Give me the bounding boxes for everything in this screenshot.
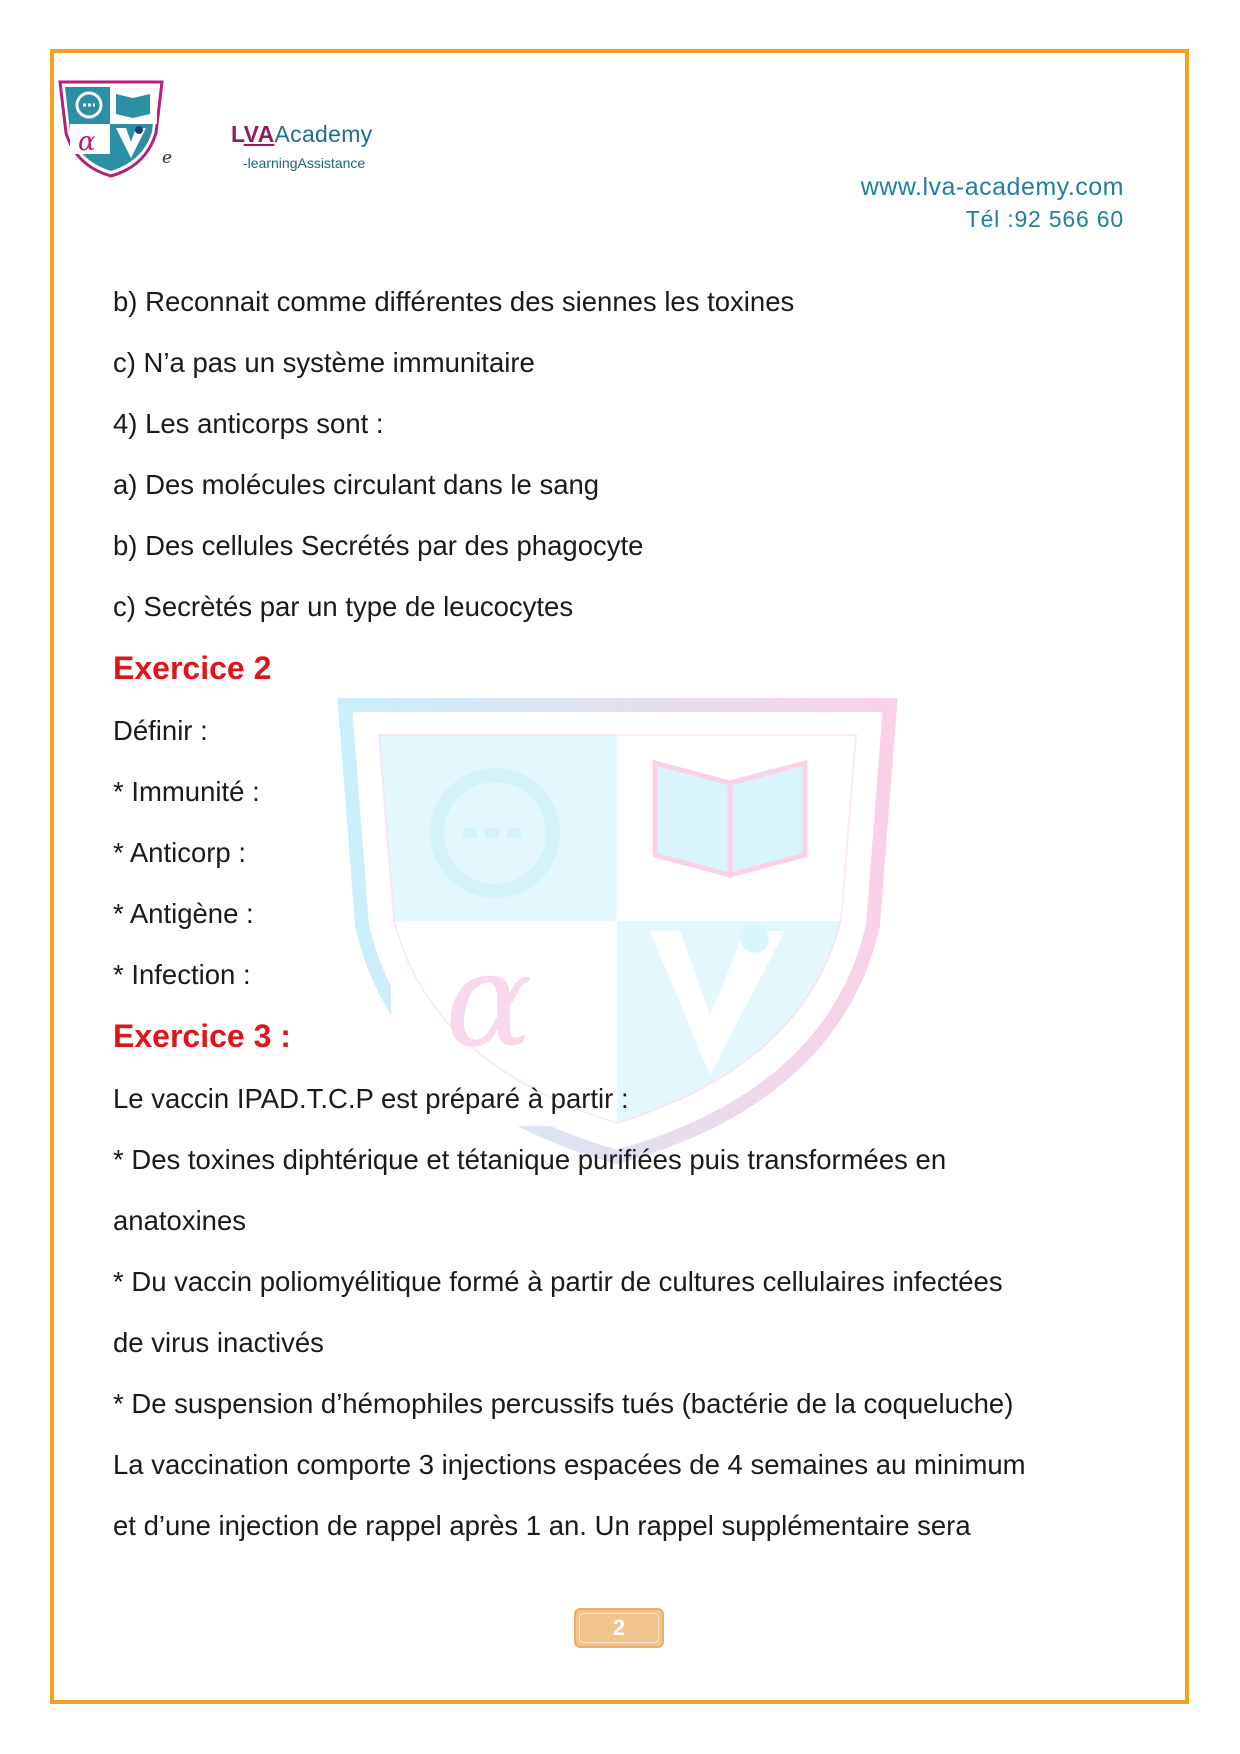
text-line: * Du vaccin poliomyélitique formé à partir de cultures cellulaires infectées <box>113 1266 1003 1297</box>
academy-logo <box>56 78 166 178</box>
text-line: La vaccination comporte 3 injections espacées de 4 semaines au minimum <box>113 1449 1026 1480</box>
page-number-badge <box>574 1608 664 1648</box>
text-line: * Des toxines diphtérique et tétanique purifiées puis transformées en <box>113 1144 947 1175</box>
text-line: a) Des molécules circulant dans le sang <box>113 469 600 500</box>
text-line: * Anticorp : <box>113 837 246 868</box>
text-line: c) N’a pas un système immunitaire <box>113 347 535 378</box>
text-line: * Infection : <box>113 959 251 990</box>
brand-lva-va: VA <box>243 121 275 147</box>
telephone: Tél :92 566 60 <box>965 206 1124 232</box>
text-line: anatoxines <box>113 1205 247 1236</box>
alpha-icon: α <box>78 127 96 157</box>
text-line: 4) Les anticorps sont : <box>113 408 384 439</box>
contact-info <box>861 173 1124 233</box>
exercise-heading: Exercice 3 : <box>113 1018 291 1054</box>
text-line: * Antigène : <box>113 898 254 929</box>
text-line: Le vaccin IPAD.T.C.P est préparé à partir : <box>113 1083 629 1114</box>
exercise-heading: Exercice 2 <box>113 650 272 686</box>
text-line: Définir : <box>113 715 208 746</box>
text-line: * De suspension d’hémophiles percussifs tués (bactérie de la coqueluche) <box>113 1388 1014 1419</box>
text-line: de virus inactivés <box>113 1327 324 1358</box>
alpha-icon: α <box>445 924 533 1076</box>
brand-tagline: -learningAssistance <box>243 155 366 171</box>
text-line: * Immunité : <box>113 776 260 807</box>
text-line: b) Des cellules Secrétés par des phagocyte <box>113 530 644 561</box>
logo-letter: e <box>162 148 173 168</box>
text-line: b) Reconnait comme différentes des siennes les toxines <box>113 286 795 317</box>
website-link[interactable]: www.lva-academy.com <box>860 173 1124 201</box>
document-body <box>113 282 1133 1567</box>
brand-name <box>231 121 372 148</box>
brand-lva-l: L <box>231 121 244 147</box>
page-number: 2 <box>612 1615 626 1640</box>
text-line: et d’une injection de rappel après 1 an. Un rappel supplémentaire sera <box>113 1510 971 1541</box>
brand-academy: Academy <box>274 121 373 147</box>
text-line: c) Secrètés par un type de leucocytes <box>113 591 574 622</box>
